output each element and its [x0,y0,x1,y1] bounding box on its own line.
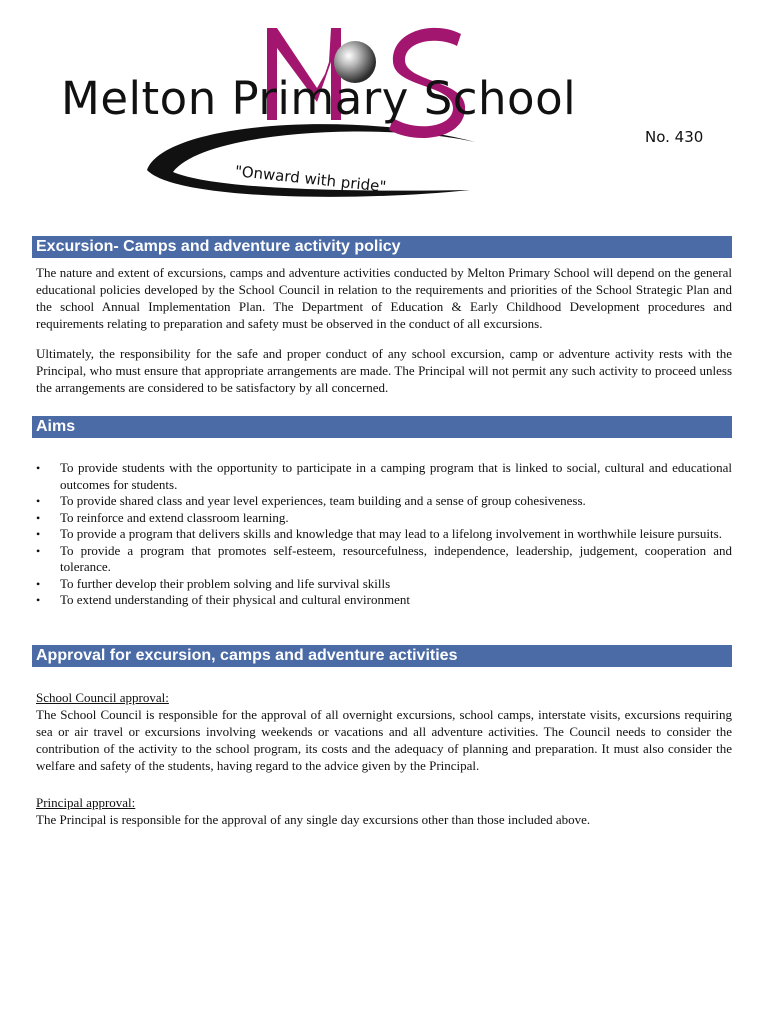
bullet-icon: • [36,593,41,607]
aim-text: To provide shared class and year level experiences, team building and a sense of group cohesiveness. [60,493,586,508]
list-item [32,460,732,493]
bullet-icon: • [36,527,41,541]
school-number: No. 430 [645,128,704,146]
aim-text: To provide a program that promotes self-esteem, resourcefulness, independence, leadership, judgement, cooperation and tolerance. [60,542,732,574]
approval-section [32,645,732,828]
aims-list [32,460,732,609]
policy-section [32,236,732,396]
policy-paragraph-2: Ultimately, the responsibility for the safe and proper conduct of any school excursion, camp or adventure activity rests with the Principal, who must ensure that appropriate arrangements are made. The Principal will not permit any such activity to proceed unless the arrangements are considered to be satisfactory by all concerned. [36,346,732,395]
policy-heading: Excursion- Camps and adventure activity policy [32,236,732,258]
list-item [32,493,732,510]
aim-text: To extend understanding of their physical and cultural environment [60,592,410,607]
council-approval-label: School Council approval: [36,689,169,705]
school-motto: "Onward with pride" [234,162,388,196]
document-body [32,236,732,828]
aim-text: To provide students with the opportunity to participate in a camping program that is linked to social, cultural and educational outcomes for students. [60,460,732,492]
bullet-icon: • [36,510,41,525]
list-item [32,526,732,543]
principal-approval-label: Principal approval: [36,794,136,810]
list-item [32,543,732,576]
principal-approval-text: The Principal is responsible for the approval of any single day excursions other than those included above. [36,811,591,827]
policy-paragraph-1: The nature and extent of excursions, camps and adventure activities conducted by Melton Primary School will depend on the general educational policies developed by the School Council in relation to the requirements and priorities of the School Strategic Plan and the school Annual Implementation Plan. The Department of Education & Early Childhood Development procedures and requirements relating to preparation and safety must be observed in the conduct of all excursions. [36,265,732,331]
approval-heading: Approval for excursion, camps and adventure activities [32,645,732,667]
aims-heading: Aims [32,416,732,438]
aim-text: To provide a program that delivers skills and knowledge that may lead to a lifelong involvement in worthwhile leisure pursuits. [60,526,722,541]
aims-section [32,416,732,609]
school-name: Melton Primary School [61,72,577,125]
school-letterhead [55,22,715,202]
aim-text: To further develop their problem solving and life survival skills [60,575,391,591]
aim-text: To reinforce and extend classroom learning. [60,509,289,525]
bullet-icon: • [36,494,41,508]
bullet-icon: • [36,543,41,558]
bullet-icon: • [36,576,41,591]
list-item [32,510,732,527]
bullet-icon: • [36,461,41,475]
council-approval-text: The School Council is responsible for the approval of all overnight excursions, school camps, interstate visits, excursions requiring sea or air travel or excursions involving weekends or vacations and all adventure activities. The Council needs to consider the contribution of the activity to the school program, its costs and the adequacy of planning and preparation. It must also consider the welfare and safety of the students, having regard to the advice given by the Principal. [36,706,732,773]
list-item [32,576,732,593]
list-item [32,592,732,609]
